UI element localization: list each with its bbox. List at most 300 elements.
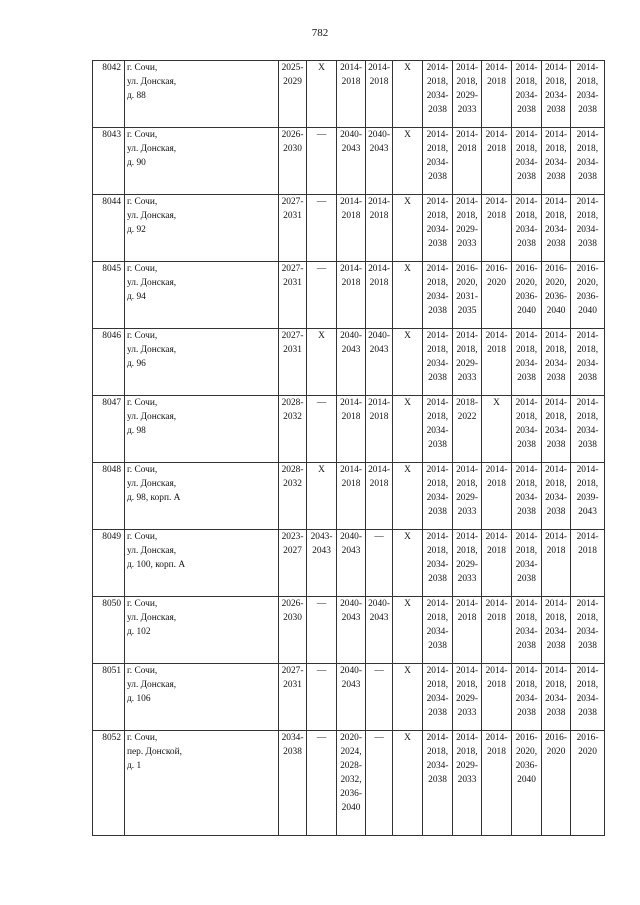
period-cell: [482, 530, 512, 597]
period-line: 2040-: [368, 599, 390, 609]
period-line: 2029-: [456, 761, 478, 771]
period-line: 2038: [546, 440, 566, 450]
period-line: 2018,: [515, 144, 538, 154]
period-line: 2018,: [426, 747, 449, 757]
period-cell: [393, 463, 423, 530]
period-cell: [337, 664, 366, 731]
period-cell: [512, 463, 542, 530]
period-cell: [423, 195, 453, 262]
period-cell: [307, 329, 337, 396]
period-cell: [482, 664, 512, 731]
period-cell: [542, 597, 571, 664]
table-row: [93, 463, 605, 530]
period-line: 2014-: [515, 130, 538, 140]
period-line: 2018,: [515, 345, 538, 355]
period-line: 2043: [341, 345, 361, 355]
period-line: 2038: [428, 507, 447, 517]
period-line: 2018,: [545, 144, 567, 154]
period-line: 2018,: [545, 77, 567, 87]
period-line: 2040-: [340, 130, 362, 140]
period-line: 2018,: [456, 680, 478, 690]
period-cell: [512, 262, 542, 329]
period-line: 2034-: [426, 493, 449, 503]
period-line: 2014-: [545, 532, 567, 542]
period-line: 2032: [283, 412, 302, 422]
period-line: 2038: [517, 373, 536, 383]
period-line: Х: [404, 599, 411, 609]
period-line: 2018: [487, 77, 506, 87]
period-cell: [393, 530, 423, 597]
period-cell: [512, 329, 542, 396]
period-line: Х: [404, 63, 411, 73]
period-line: 2027: [283, 546, 302, 556]
period-line: 2034-: [576, 158, 599, 168]
period-line: —: [316, 398, 327, 408]
period-line: 2018,: [456, 479, 478, 489]
period-line: 2038: [428, 641, 447, 651]
address-line: ул. Донская,: [127, 546, 177, 556]
period-line: 2038: [428, 239, 447, 249]
period-line: 2028-: [340, 761, 362, 771]
period-line: 2014-: [485, 130, 508, 140]
period-cell: [482, 597, 512, 664]
period-cell: [453, 664, 482, 731]
period-line: 2034-: [426, 225, 449, 235]
period-line: 2038: [578, 641, 597, 651]
period-line: 2038: [517, 574, 536, 584]
period-line: 2033: [457, 574, 477, 584]
period-line: 2014-: [515, 63, 538, 73]
period-cell: [307, 262, 337, 329]
period-cell: [512, 597, 542, 664]
period-line: 2020: [546, 747, 566, 757]
period-cell: [482, 329, 512, 396]
table-row: [93, 128, 605, 195]
address-line: пер. Донской,: [127, 747, 182, 757]
period-cell: [337, 597, 366, 664]
period-line: 2038: [546, 641, 566, 651]
period-line: 2034-: [426, 627, 449, 637]
row-number: 8043: [93, 128, 125, 195]
period-line: 2014-: [426, 331, 449, 341]
period-cell: [542, 731, 571, 836]
period-line: 2038: [578, 440, 597, 450]
period-cell: [279, 530, 307, 597]
address-line: г. Сочи,: [127, 532, 158, 542]
period-line: 2031: [283, 680, 302, 690]
period-line: 2018,: [426, 680, 449, 690]
row-number: 8048: [93, 463, 125, 530]
period-line: 2018,: [576, 144, 599, 154]
period-cell: [542, 530, 571, 597]
period-line: 2032,: [340, 775, 362, 785]
registry-table-body: [93, 61, 605, 836]
period-cell: [423, 731, 453, 836]
period-line: 2025-: [281, 63, 304, 73]
address-line: ул. Донская,: [127, 144, 177, 154]
period-cell: [337, 530, 366, 597]
period-cell: [512, 396, 542, 463]
period-cell: [542, 329, 571, 396]
address-cell: [125, 262, 279, 329]
period-line: Х: [404, 331, 411, 341]
period-line: 2016-: [515, 264, 538, 274]
period-line: 2014-: [426, 532, 449, 542]
period-line: 2018,: [515, 479, 538, 489]
period-line: 2038: [517, 239, 536, 249]
table-row: [93, 61, 605, 128]
table-row: [93, 329, 605, 396]
address-line: д. 106: [127, 694, 151, 704]
period-line: 2018,: [456, 211, 478, 221]
period-line: Х: [404, 465, 411, 475]
address-line: г. Сочи,: [127, 599, 158, 609]
row-number: 8051: [93, 664, 125, 731]
period-cell: [542, 128, 571, 195]
period-line: 2016-: [456, 264, 478, 274]
period-line: 2020,: [515, 278, 538, 288]
period-line: 2018,: [515, 680, 538, 690]
period-line: 2014-: [426, 733, 449, 743]
period-line: 2034-: [426, 158, 449, 168]
period-line: 2033: [457, 239, 477, 249]
period-cell: [279, 731, 307, 836]
period-line: 2026-: [281, 130, 304, 140]
address-line: ул. Донская,: [127, 345, 177, 355]
address-line: ул. Донская,: [127, 412, 177, 422]
period-line: 2018,: [426, 613, 449, 623]
period-line: 2038: [517, 641, 536, 651]
row-number: 8044: [93, 195, 125, 262]
period-cell: [393, 195, 423, 262]
period-cell: [453, 329, 482, 396]
period-line: 2030: [283, 144, 302, 154]
period-line: 2014-: [576, 599, 599, 609]
period-line: 2014-: [456, 599, 478, 609]
period-line: 2018: [457, 144, 477, 154]
period-line: 2016-: [576, 733, 599, 743]
address-line: ул. Донская,: [127, 211, 177, 221]
period-line: 2038: [428, 306, 447, 316]
period-line: 2014-: [456, 666, 478, 676]
table-row: [93, 664, 605, 731]
period-line: —: [316, 666, 327, 676]
period-cell: [279, 195, 307, 262]
period-line: 2016-: [545, 733, 567, 743]
period-line: 2018: [487, 211, 506, 221]
period-line: 2014-: [515, 197, 538, 207]
period-line: 2034-: [515, 560, 538, 570]
period-cell: [423, 262, 453, 329]
period-line: 2018,: [545, 345, 567, 355]
period-line: 2027-: [281, 331, 304, 341]
period-cell: [542, 61, 571, 128]
period-cell: [542, 463, 571, 530]
period-line: 2020,: [545, 278, 567, 288]
period-cell: [571, 195, 605, 262]
table-row: [93, 262, 605, 329]
period-line: 2034-: [515, 225, 538, 235]
period-line: 2018-: [456, 398, 478, 408]
period-cell: [571, 664, 605, 731]
period-line: 2018,: [545, 613, 567, 623]
period-line: 2034-: [545, 426, 567, 436]
period-cell: [453, 396, 482, 463]
address-line: ул. Донская,: [127, 680, 177, 690]
period-line: 2018,: [426, 211, 449, 221]
period-line: 2034-: [426, 359, 449, 369]
period-line: 2034-: [426, 292, 449, 302]
period-line: 2014-: [545, 465, 567, 475]
period-line: 2040-: [368, 331, 390, 341]
period-cell: [423, 61, 453, 128]
period-line: 2022: [457, 412, 477, 422]
period-line: 2040: [517, 775, 536, 785]
period-line: 2033: [457, 373, 477, 383]
period-cell: [279, 463, 307, 530]
period-line: 2018: [341, 479, 361, 489]
period-line: 2034-: [515, 158, 538, 168]
period-line: 2034-: [515, 694, 538, 704]
period-line: 2029-: [456, 560, 478, 570]
period-cell: [337, 731, 366, 836]
period-line: 2031: [283, 211, 302, 221]
period-line: 2018: [341, 278, 361, 288]
period-cell: [482, 262, 512, 329]
period-line: 2043: [369, 613, 389, 623]
period-cell: [337, 463, 366, 530]
period-line: 2036-: [576, 292, 599, 302]
period-line: 2034-: [576, 91, 599, 101]
address-line: д. 96: [127, 359, 146, 369]
period-cell: [366, 128, 393, 195]
period-line: 2014-: [456, 197, 478, 207]
period-cell: [571, 329, 605, 396]
address-line: г. Сочи,: [127, 666, 158, 676]
period-cell: [571, 731, 605, 836]
period-line: 2018: [369, 479, 389, 489]
period-line: 2018: [487, 144, 506, 154]
period-line: 2040: [341, 803, 361, 813]
period-cell: [337, 262, 366, 329]
period-line: 2014-: [368, 264, 390, 274]
period-line: Х: [404, 398, 411, 408]
period-line: 2034-: [426, 761, 449, 771]
period-line: 2018,: [426, 278, 449, 288]
period-line: 2020: [578, 747, 597, 757]
period-cell: [393, 262, 423, 329]
period-line: 2034-: [545, 91, 567, 101]
period-cell: [423, 664, 453, 731]
period-cell: [366, 530, 393, 597]
address-line: ул. Донская,: [127, 479, 177, 489]
period-line: 2020-: [340, 733, 362, 743]
period-line: 2038: [428, 373, 447, 383]
period-cell: [393, 597, 423, 664]
row-number: 8050: [93, 597, 125, 664]
period-cell: [482, 61, 512, 128]
table-row: [93, 396, 605, 463]
period-line: 2043: [312, 546, 331, 556]
period-line: 2014-: [426, 599, 449, 609]
period-line: 2040: [546, 306, 566, 316]
period-cell: [279, 664, 307, 731]
address-line: г. Сочи,: [127, 264, 158, 274]
address-line: д. 100, корп. А: [127, 560, 186, 570]
period-cell: [453, 195, 482, 262]
period-line: 2014-: [545, 63, 567, 73]
period-line: 2014-: [545, 130, 567, 140]
address-cell: [125, 61, 279, 128]
period-cell: [366, 329, 393, 396]
address-line: г. Сочи,: [127, 130, 158, 140]
period-line: 2018: [341, 412, 361, 422]
period-line: 2018,: [576, 345, 599, 355]
period-line: 2020,: [576, 278, 599, 288]
period-cell: [366, 463, 393, 530]
period-line: 2020: [487, 278, 506, 288]
period-line: 2018,: [576, 412, 599, 422]
address-cell: [125, 664, 279, 731]
period-cell: [279, 329, 307, 396]
period-line: 2014-: [426, 197, 449, 207]
period-line: 2014-: [456, 532, 478, 542]
period-line: 2038: [428, 172, 447, 182]
period-cell: [423, 329, 453, 396]
period-line: 2020,: [456, 278, 478, 288]
period-cell: [366, 262, 393, 329]
period-cell: [307, 61, 337, 128]
address-cell: [125, 597, 279, 664]
period-line: 2014-: [340, 465, 362, 475]
period-cell: [571, 128, 605, 195]
period-line: 2014-: [545, 197, 567, 207]
period-line: 2034-: [515, 627, 538, 637]
period-line: Х: [318, 331, 325, 341]
period-line: 2014-: [576, 398, 599, 408]
period-line: 2038: [546, 507, 566, 517]
period-cell: [337, 128, 366, 195]
period-line: —: [316, 599, 327, 609]
period-line: 2024,: [340, 747, 362, 757]
period-line: 2029: [283, 77, 302, 87]
period-line: 2018,: [576, 613, 599, 623]
period-line: 2014-: [485, 666, 508, 676]
row-number: 8045: [93, 262, 125, 329]
period-line: 2029-: [456, 225, 478, 235]
period-line: 2018,: [545, 412, 567, 422]
period-line: Х: [404, 532, 411, 542]
address-cell: [125, 128, 279, 195]
period-line: 2035: [457, 306, 477, 316]
period-line: 2036-: [515, 292, 538, 302]
period-cell: [366, 731, 393, 836]
period-line: 2014-: [340, 264, 362, 274]
address-line: г. Сочи,: [127, 398, 158, 408]
period-cell: [337, 396, 366, 463]
period-cell: [542, 664, 571, 731]
period-cell: [423, 396, 453, 463]
period-cell: [279, 61, 307, 128]
period-cell: [337, 195, 366, 262]
registry-table: [92, 60, 605, 836]
period-line: 2034-: [545, 359, 567, 369]
period-line: 2014-: [340, 197, 362, 207]
period-cell: [366, 664, 393, 731]
period-line: 2034-: [426, 560, 449, 570]
period-cell: [571, 262, 605, 329]
period-line: 2038: [428, 775, 447, 785]
period-cell: [393, 731, 423, 836]
period-line: 2018,: [576, 479, 599, 489]
period-line: 2029-: [456, 694, 478, 704]
period-line: 2034-: [576, 225, 599, 235]
period-line: 2018: [487, 680, 506, 690]
period-line: 2014-: [515, 331, 538, 341]
period-line: 2014-: [515, 666, 538, 676]
period-line: Х: [404, 666, 411, 676]
period-line: 2034-: [281, 733, 304, 743]
period-line: 2027-: [281, 197, 304, 207]
period-line: 2014-: [426, 264, 449, 274]
period-line: 2018,: [456, 546, 478, 556]
period-line: 2032: [283, 479, 302, 489]
address-line: д. 88: [127, 91, 146, 101]
period-line: 2014-: [368, 465, 390, 475]
period-line: 2033: [457, 105, 477, 115]
period-line: 2014-: [485, 63, 508, 73]
period-cell: [542, 262, 571, 329]
period-line: 2034-: [515, 426, 538, 436]
period-cell: [307, 597, 337, 664]
period-cell: [279, 128, 307, 195]
period-cell: [307, 664, 337, 731]
period-cell: [571, 396, 605, 463]
row-number: 8046: [93, 329, 125, 396]
period-line: 2039-: [576, 493, 599, 503]
table-row: [93, 530, 605, 597]
address-line: г. Сочи,: [127, 331, 158, 341]
period-line: 2038: [546, 373, 566, 383]
row-number: 8042: [93, 61, 125, 128]
row-number: 8049: [93, 530, 125, 597]
period-cell: [279, 396, 307, 463]
period-line: Х: [318, 63, 325, 73]
period-line: 2043: [369, 144, 389, 154]
period-cell: [307, 731, 337, 836]
period-cell: [453, 530, 482, 597]
period-line: 2016-: [515, 733, 538, 743]
period-line: 2016-: [485, 264, 508, 274]
period-line: 2028-: [281, 398, 304, 408]
period-line: 2034-: [576, 627, 599, 637]
period-line: 2018,: [576, 211, 599, 221]
period-line: 2034-: [515, 359, 538, 369]
period-line: —: [316, 130, 327, 140]
address-line: д. 98, корп. А: [127, 493, 181, 503]
period-line: 2034-: [545, 627, 567, 637]
period-line: 2038: [546, 172, 566, 182]
period-line: 2033: [457, 507, 477, 517]
period-line: 2038: [517, 440, 536, 450]
period-line: 2014-: [368, 63, 390, 73]
period-cell: [482, 463, 512, 530]
period-line: 2014-: [515, 532, 538, 542]
period-line: 2026-: [281, 599, 304, 609]
address-cell: [125, 530, 279, 597]
period-line: 2018: [546, 546, 566, 556]
period-cell: [512, 128, 542, 195]
